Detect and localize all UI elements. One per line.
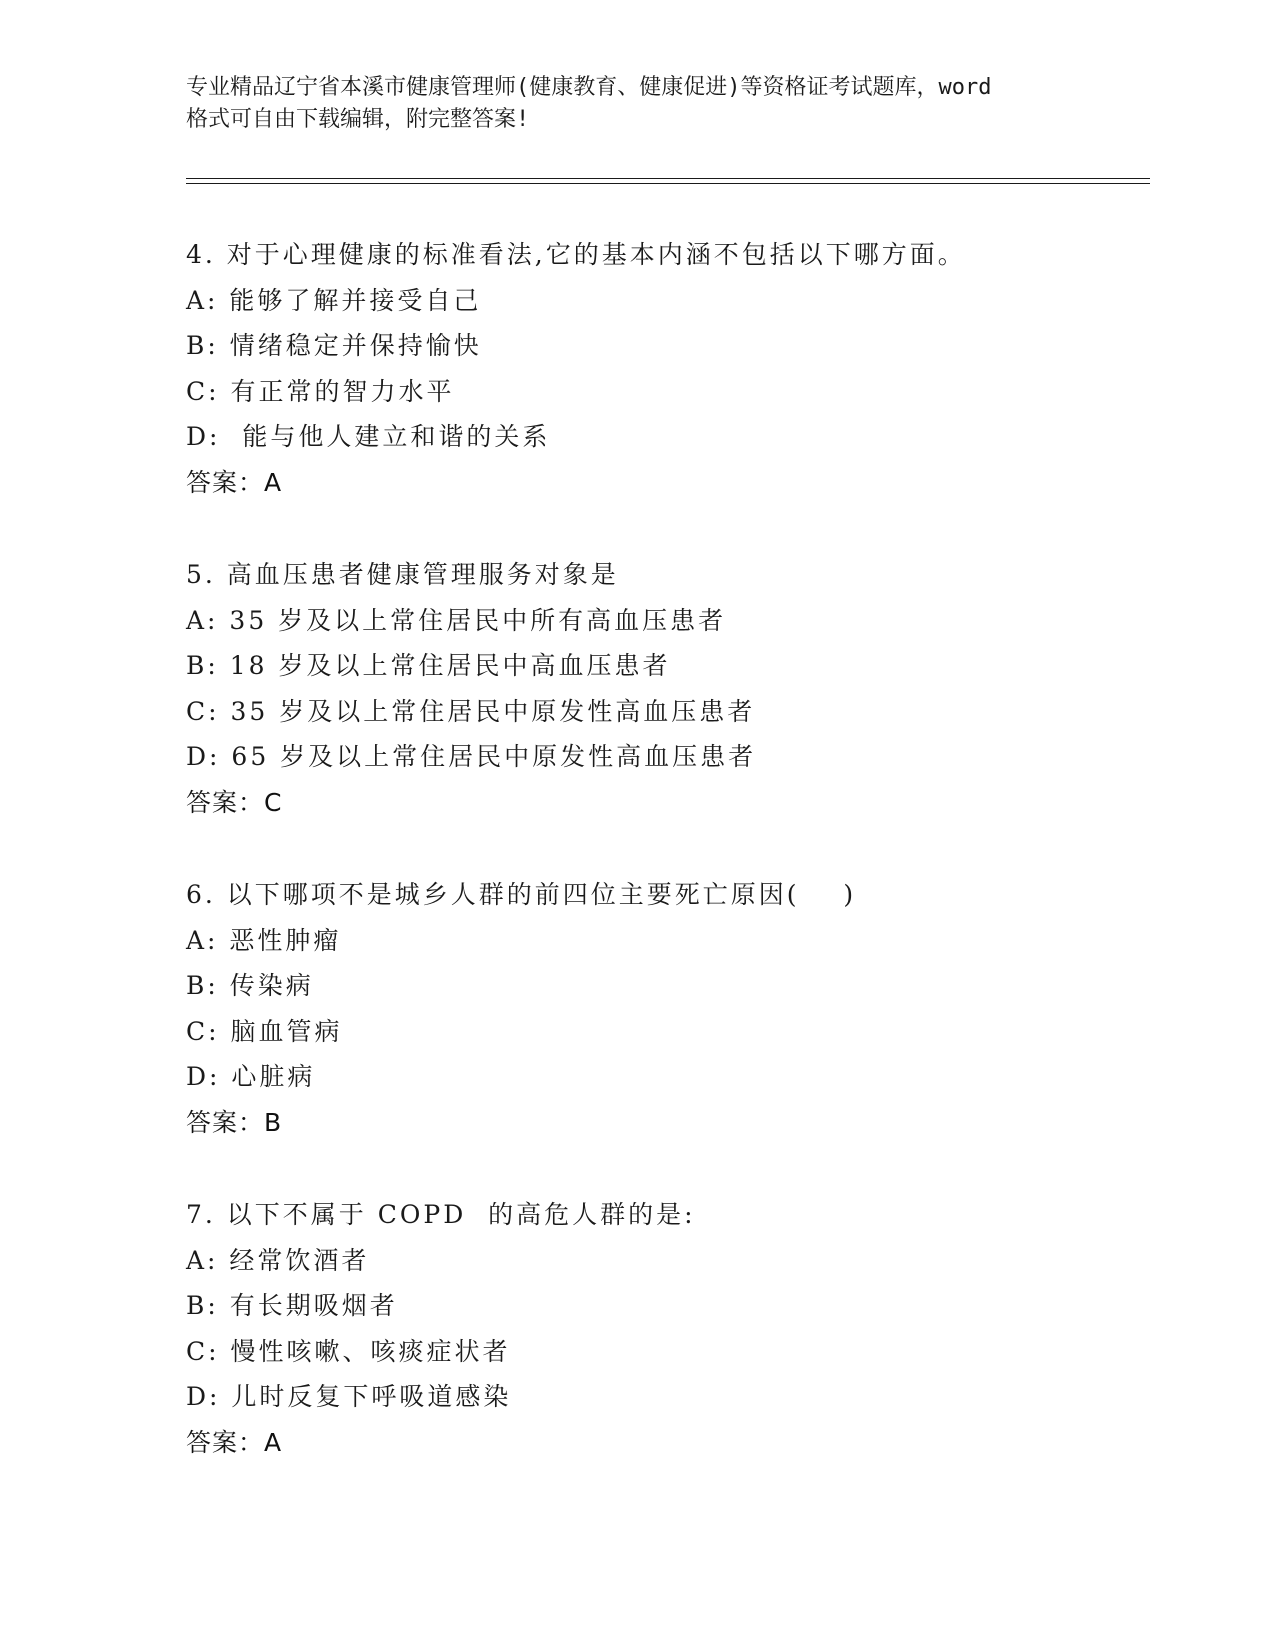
question-stem: 4. 对于心理健康的标准看法,它的基本内涵不包括以下哪方面。 (186, 240, 966, 269)
option-b: B: 情绪稳定并保持愉快 (186, 331, 482, 360)
document-header (186, 72, 1086, 136)
option-d: D: 65 岁及以上常住居民中原发性高血压患者 (186, 742, 757, 771)
option-b: B: 有长期吸烟者 (186, 1291, 398, 1320)
option-c: C: 有正常的智力水平 (186, 376, 455, 406)
option-d: D: 心脏病 (186, 1062, 316, 1091)
option-a: A: 恶性肿瘤 (186, 925, 342, 955)
question-4 (186, 232, 1146, 505)
option-d: D: 能与他人建立和谐的关系 (186, 422, 551, 451)
question-stem: 6. 以下哪项不是城乡人群的前四位主要死亡原因( ) (186, 880, 857, 909)
question-5 (186, 552, 1146, 825)
question-6 (186, 872, 1146, 1145)
header-line-2: 格式可自由下载编辑，附完整答案! (186, 107, 530, 132)
option-c: C: 35 岁及以上常住居民中原发性高血压患者 (186, 696, 756, 726)
option-d: D: 儿时反复下呼吸道感染 (186, 1382, 512, 1411)
option-a: A: 35 岁及以上常住居民中所有高血压患者 (186, 605, 727, 635)
option-b: B: 18 岁及以上常住居民中高血压患者 (186, 651, 671, 680)
question-stem: 7. 以下不属于 COPD 的高危人群的是: (186, 1200, 696, 1229)
option-c: C: 慢性咳嗽、咳痰症状者 (186, 1336, 511, 1366)
answer-line: 答案：A (186, 1427, 283, 1457)
answer-line: 答案：A (186, 467, 283, 497)
question-7 (186, 1192, 1146, 1465)
option-a: A: 经常饮酒者 (186, 1245, 370, 1275)
option-b: B: 传染病 (186, 971, 314, 1000)
question-stem: 5. 高血压患者健康管理服务对象是 (186, 560, 619, 589)
answer-line: 答案：B (186, 1107, 283, 1137)
option-c: C: 脑血管病 (186, 1016, 343, 1046)
header-line-1: 专业精品辽宁省本溪市健康管理师(健康教育、健康促进)等资格证考试题库，word (186, 75, 992, 100)
option-a: A: 能够了解并接受自己 (186, 285, 482, 315)
answer-line: 答案：C (186, 787, 283, 817)
header-divider-top (186, 178, 1150, 179)
header-divider-bottom (186, 183, 1150, 184)
